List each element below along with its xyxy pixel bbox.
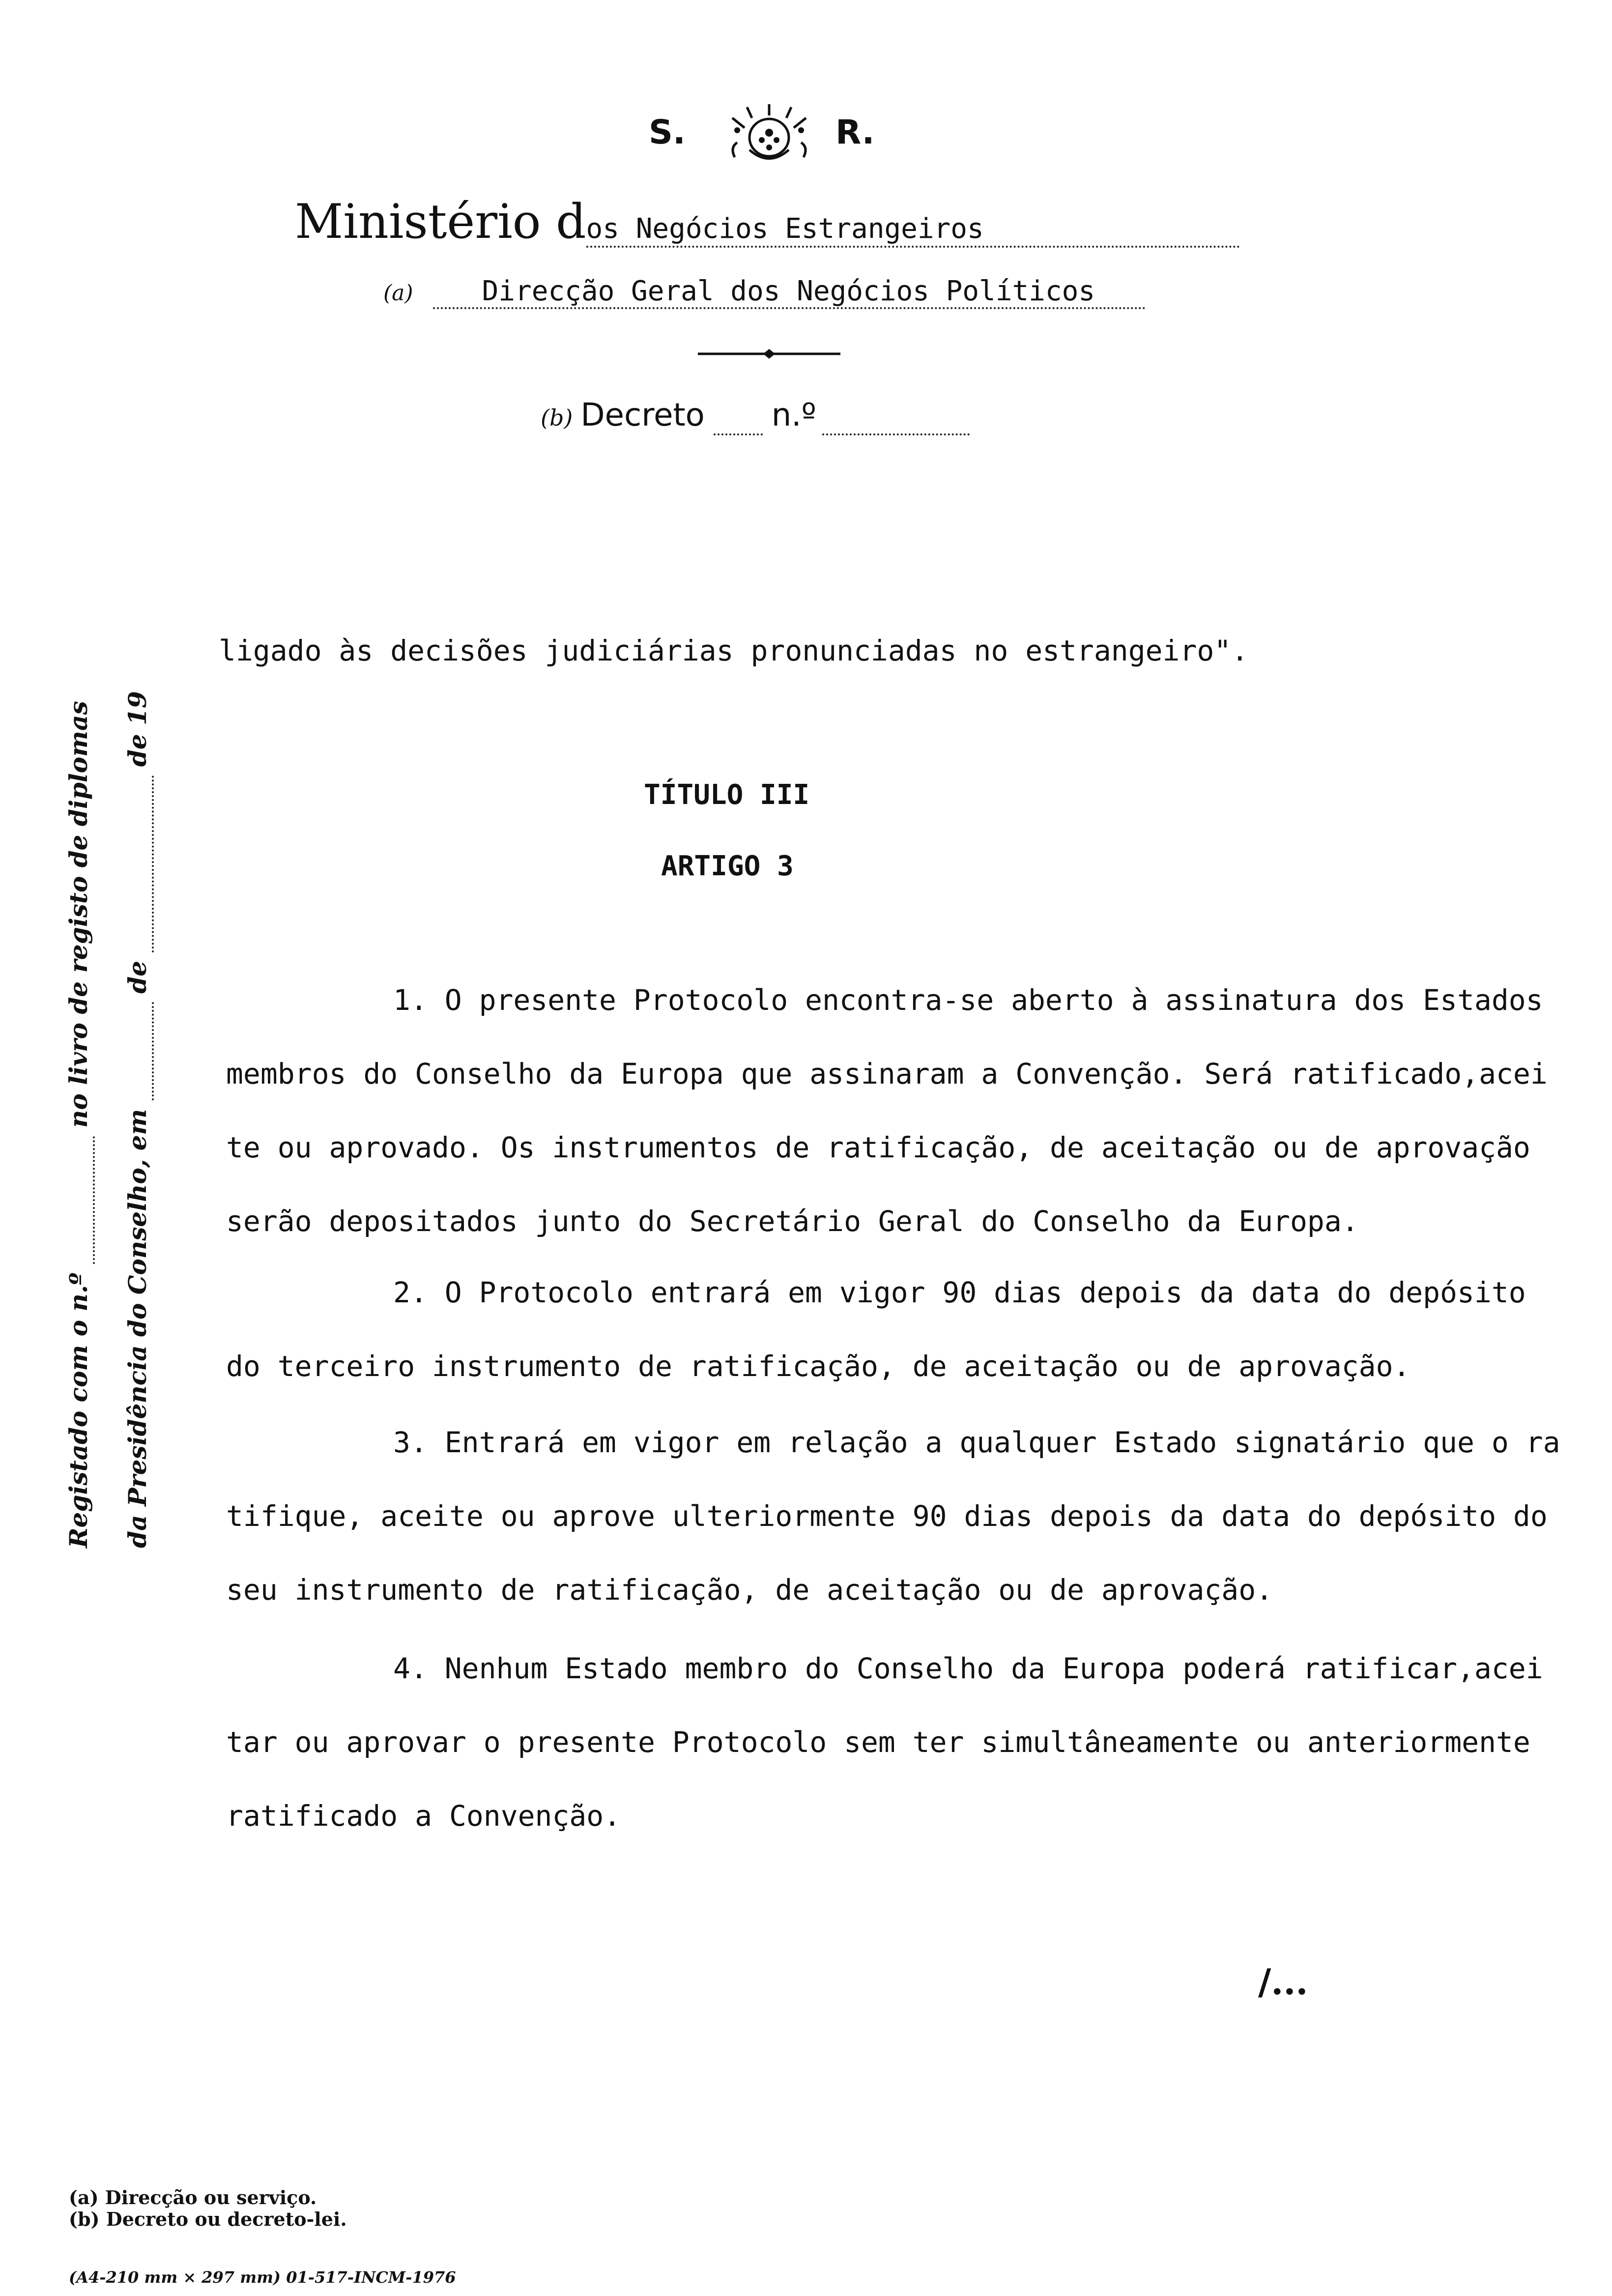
- ministry-name: os Negócios Estrangeiros: [586, 213, 1240, 248]
- paragraph-1: [226, 963, 1548, 1258]
- paragraph-line: 1. O presente Protocolo encontra-se aberto à assinatura dos Estados: [393, 983, 1543, 1017]
- paragraph-line: tifique, aceite ou aprove ulteriormente 90 dias depois da data do depósito do: [226, 1499, 1548, 1533]
- paragraph-line: do terceiro instrumento de ratificação, de aceitação ou de aprovação.: [226, 1349, 1410, 1383]
- registry-text-1b: no livro de registo de diplomas: [64, 701, 93, 1128]
- print-reference: (A4-210 mm × 297 mm) 01-517-INCM-1976: [69, 2268, 456, 2287]
- paragraph-line: serão depositados junto do Secretário Geral do Conselho da Europa.: [226, 1205, 1359, 1238]
- decreto-line: [541, 397, 970, 435]
- letterhead-r: R.: [835, 113, 875, 152]
- paragraph-line: ratificado a Convenção.: [226, 1799, 621, 1833]
- decreto-label: Decreto: [580, 397, 705, 433]
- decreto-blank: [714, 397, 763, 435]
- divider-ornament: [698, 349, 840, 359]
- registry-blank-day: [123, 1002, 154, 1100]
- registry-blank-number: [64, 1136, 95, 1264]
- paragraph-line: 3. Entrará em vigor em relação a qualquer Estado signatário que o ra: [393, 1426, 1560, 1459]
- paragraph-line: membros do Conselho da Europa que assinaram a Convenção. Será ratificado,acei: [226, 1057, 1548, 1091]
- registry-text-2a: da Presidência do Conselho, em: [123, 1109, 152, 1548]
- paragraph-line: tar ou aprovar o presente Protocolo sem ter simultâneamente ou anteriormente: [226, 1725, 1530, 1759]
- letterhead-sr: [649, 103, 885, 167]
- registry-line-1: [64, 614, 123, 1548]
- title-heading: TÍTULO III: [644, 779, 810, 811]
- direccao-line: [383, 275, 1146, 309]
- ministry-prefix: Ministério d: [295, 194, 586, 249]
- paragraph-4: [226, 1632, 1543, 1853]
- footnote-a: (a) Direcção ou serviço.: [69, 2186, 317, 2209]
- registry-blank-month: [123, 775, 154, 952]
- registry-text-1a: Registado com o n.º: [64, 1272, 93, 1548]
- numero-label: n.º: [771, 397, 816, 433]
- paragraph-2: [226, 1256, 1526, 1403]
- direccao-footnote-mark: (a): [383, 281, 413, 306]
- registry-side-annotation: [64, 614, 182, 1548]
- registry-text-2c: de 19: [123, 691, 152, 767]
- letterhead-s: S.: [649, 113, 686, 152]
- continuation-mark: /...: [1258, 1961, 1308, 2003]
- lead-line: ligado às decisões judiciárias pronunciadas no estrangeiro".: [219, 634, 1249, 667]
- paragraph-3: [226, 1406, 1560, 1627]
- registry-text-2b: de: [123, 960, 152, 994]
- numero-blank: [822, 397, 970, 435]
- paragraph-line: 2. O Protocolo entrará em vigor 90 dias depois da data do depósito: [393, 1276, 1526, 1309]
- ministry-heading: [295, 194, 1240, 249]
- paragraph-line: seu instrumento de ratificação, de aceitação ou de aprovação.: [226, 1573, 1273, 1607]
- article-heading: ARTIGO 3: [661, 850, 794, 882]
- coat-of-arms-icon: [722, 103, 816, 167]
- direccao-name: Direcção Geral dos Negócios Políticos: [433, 275, 1146, 309]
- footnotes: [69, 2187, 347, 2230]
- paragraph-line: 4. Nenhum Estado membro do Conselho da Europa poderá ratificar,acei: [393, 1652, 1543, 1685]
- registry-line-2: [123, 614, 182, 1548]
- paragraph-line: te ou aprovado. Os instrumentos de ratificação, de aceitação ou de aprovação: [226, 1131, 1530, 1164]
- decreto-footnote-mark: (b): [541, 404, 573, 431]
- footnote-b: (b) Decreto ou decreto-lei.: [69, 2208, 347, 2230]
